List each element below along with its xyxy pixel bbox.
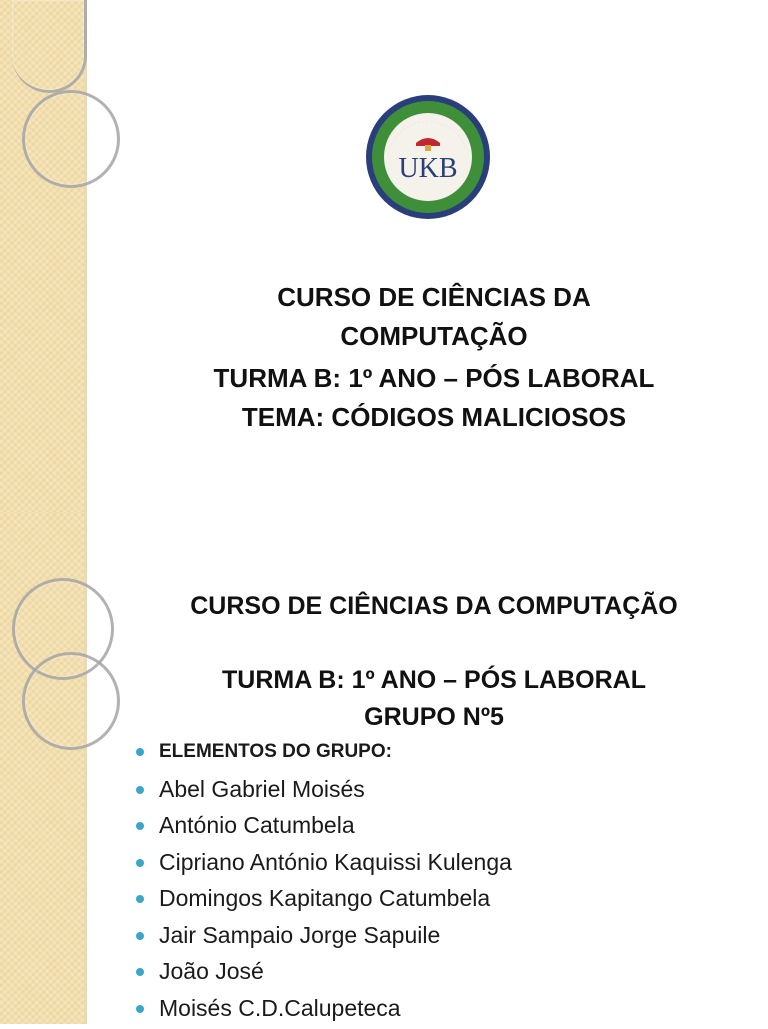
list-item (136, 847, 512, 884)
member-name: António Catumbela (159, 812, 355, 838)
member-name: Jair Sampaio Jorge Sapuile (159, 922, 440, 948)
group-heading: GRUPO Nº5 (100, 703, 768, 732)
member-name: Cipriano António Kaquissi Kulenga (159, 849, 512, 875)
bullet-icon (136, 748, 144, 756)
list-item (136, 920, 512, 957)
bullet-icon (136, 1005, 144, 1013)
bullet-icon (136, 822, 144, 830)
member-name: João José (159, 958, 264, 984)
bullet-icon (136, 859, 144, 867)
strip-edge (84, 0, 87, 512)
list-item (136, 810, 512, 847)
members-heading: ELEMENTOS DO GRUPO: (159, 741, 392, 762)
member-name: Domingos Kapitango Catumbela (159, 885, 490, 911)
slide-title-text (100, 278, 768, 437)
bullet-icon (136, 786, 144, 794)
list-item (136, 774, 512, 811)
member-name: Moisés C.D.Calupeteca (159, 995, 401, 1021)
title-line: COMPUTAÇÃO (100, 317, 768, 356)
decorative-ring-icon (22, 90, 120, 188)
bullet-icon (136, 932, 144, 940)
title-line: TEMA: CÓDIGOS MALICIOSOS (100, 398, 768, 437)
bullet-icon (136, 895, 144, 903)
list-item (136, 737, 512, 774)
title-line: CURSO DE CIÊNCIAS DA (100, 278, 768, 317)
decorative-ring-icon (12, 0, 87, 93)
title-line: TURMA B: 1º ANO – PÓS LABORAL (100, 359, 768, 398)
university-logo (364, 93, 492, 221)
bullet-icon (136, 968, 144, 976)
list-item (136, 883, 512, 920)
member-name: Abel Gabriel Moisés (159, 776, 365, 802)
members-list (136, 737, 512, 1029)
logo-text: UKB (398, 153, 457, 184)
class-heading: TURMA B: 1º ANO – PÓS LABORAL (100, 666, 768, 695)
course-heading: CURSO DE CIÊNCIAS DA COMPUTAÇÃO (100, 592, 768, 621)
slide-title (0, 0, 768, 512)
list-item (136, 956, 512, 993)
